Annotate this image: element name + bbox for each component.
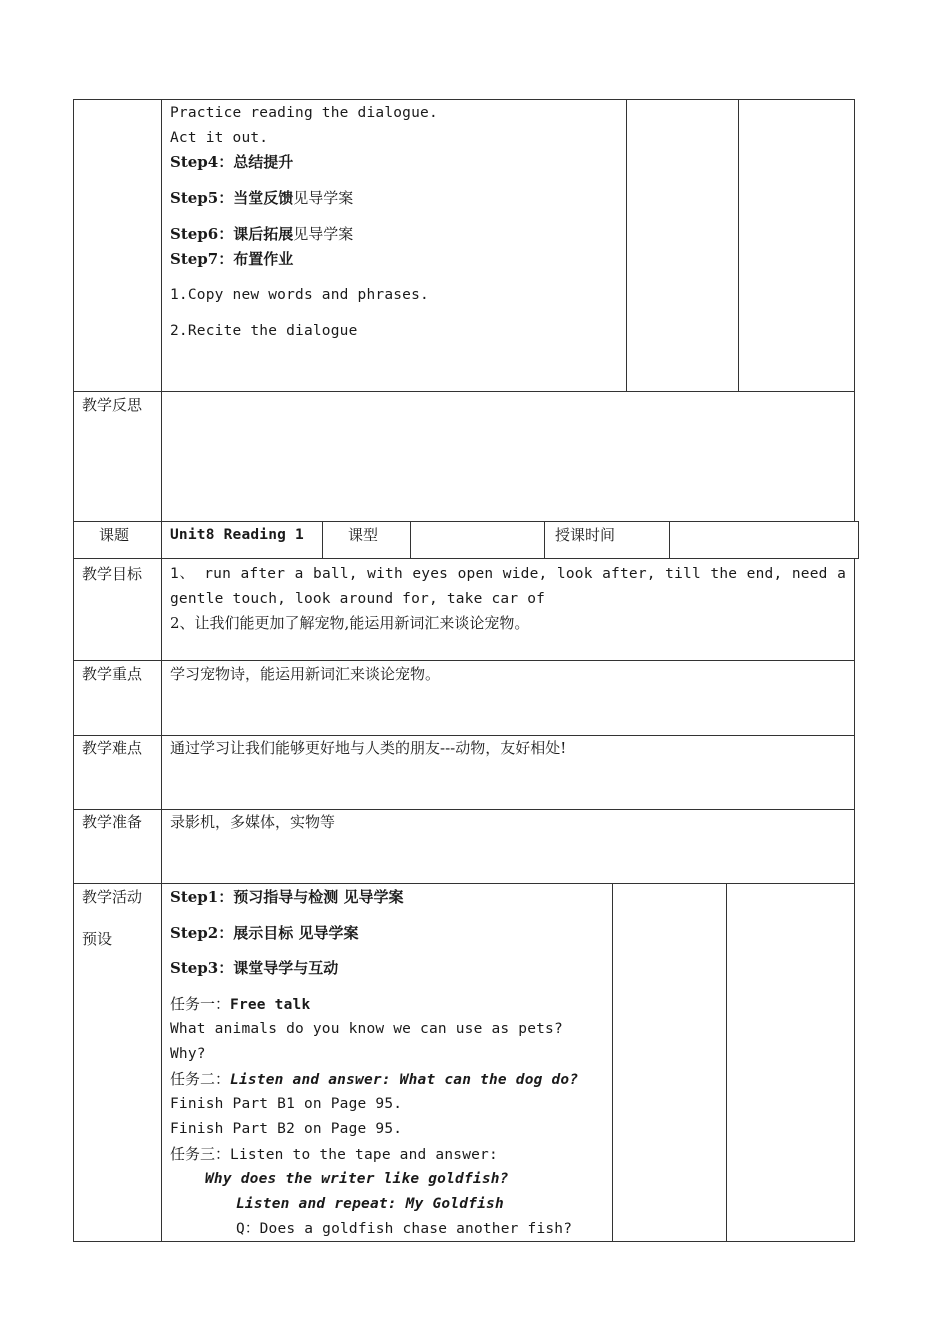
topic-value: Unit8 Reading 1 [170,527,304,543]
activities-sub-label: 预设 [82,930,113,948]
key-points-label: 教学重点 [82,665,143,683]
homework-item-1: 1.Copy new words and phrases. [170,287,429,303]
task3-repeat: Listen and repeat: My Goldfish [236,1196,504,1212]
difficulties-label: 教学难点 [82,739,143,757]
preparation-content: 录影机，多媒体，实物等 [170,813,336,831]
task2-line-2: Finish Part B2 on Page 95. [170,1121,403,1137]
activities-label: 教学活动 [82,888,143,906]
topic-label: 课题 [99,526,130,544]
time-label: 授课时间 [555,526,616,544]
activity-step3: Step3：课堂导学与互动 [170,959,339,977]
objectives-line-1: 1、 run after a ball, with eyes open wide, look after, till the end, need a [170,566,846,582]
task3-question: Why does the writer like goldfish? [205,1171,509,1187]
key-points-content: 学习宠物诗，能运用新词汇来谈论宠物。 [170,665,441,683]
reflection-label: 教学反思 [82,396,143,414]
difficulties-content: 通过学习让我们能够更好地与人类的朋友---动物，友好相处! [170,739,567,757]
task3-q-line: Q：Does a goldfish chase another fish? [236,1221,573,1237]
homework-item-2: 2.Recite the dialogue [170,323,358,339]
practice-line: Practice reading the dialogue. [170,105,438,121]
step7-line: Step7：布置作业 [170,250,294,268]
task1-question-1: What animals do you know we can use as pets? [170,1021,563,1037]
task1-question-2: Why? [170,1046,206,1062]
task1-heading: 任务一：Free talk [170,995,311,1013]
type-label: 课型 [348,526,379,544]
task3-heading: 任务三：Listen to the tape and answer: [170,1145,498,1163]
act-line: Act it out. [170,130,269,146]
step5-line: Step5：当堂反馈见导学案 [170,189,354,207]
step4-line: Step4：总结提升 [170,153,294,171]
activity-step2: Step2：展示目标 见导学案 [170,924,359,942]
task2-heading: 任务二：Listen and answer: What can the dog do? [170,1070,579,1088]
objectives-label: 教学目标 [82,565,143,583]
task2-line-1: Finish Part B1 on Page 95. [170,1096,403,1112]
preparation-label: 教学准备 [82,813,143,831]
step6-line: Step6：课后拓展见导学案 [170,225,354,243]
activity-step1: Step1：预习指导与检测 见导学案 [170,888,404,906]
objectives-line-2: gentle touch, look around for, take car of [170,591,546,607]
objectives-line-3: 2、让我们能更加了解宠物,能运用新词汇来谈论宠物。 [170,614,530,632]
